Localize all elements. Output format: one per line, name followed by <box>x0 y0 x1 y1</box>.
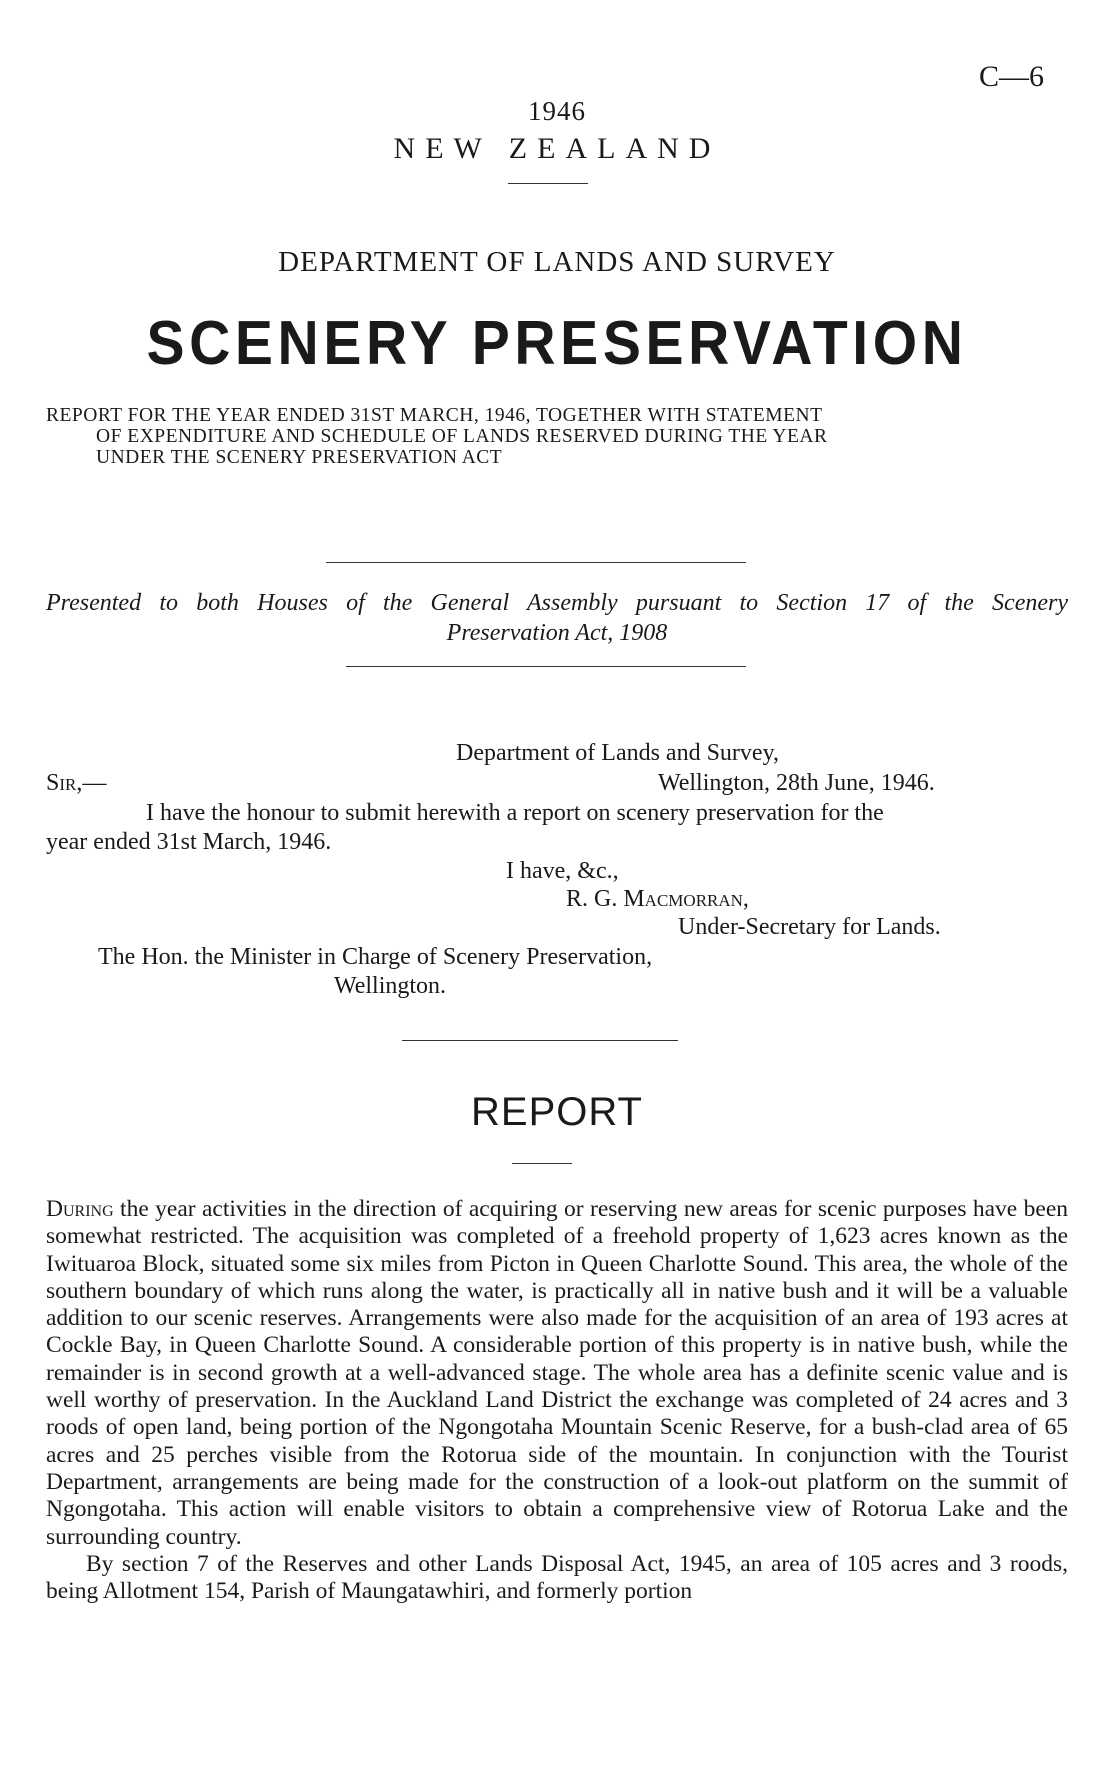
report-paragraph <box>46 1196 1068 1551</box>
subtitle-line: UNDER THE SCENERY PRESERVATION ACT <box>96 447 503 468</box>
letter-addressee: Wellington. <box>334 973 447 999</box>
page-title: SCENERY PRESERVATION <box>146 309 968 378</box>
department-name: DEPARTMENT OF LANDS AND SURVEY <box>278 246 836 278</box>
letter-body-line: I have the honour to submit herewith a report on scenery preservation for the <box>146 800 884 826</box>
letter-closing: I have, &c., <box>506 858 619 884</box>
presentation-line: Presented to both Houses of the General Assembly pursuant to Section 17 of the Scenery <box>46 590 1068 616</box>
divider <box>512 1163 572 1164</box>
subtitle-line: OF EXPENDITURE AND SCHEDULE OF LANDS RESERVED DURING THE YEAR <box>96 426 828 447</box>
report-subtitle <box>46 405 1068 468</box>
divider <box>326 562 746 563</box>
letter-addressee: The Hon. the Minister in Charge of Scenery Preservation, <box>98 944 653 970</box>
country-name: NEW ZEALAND <box>393 132 721 165</box>
divider <box>402 1040 678 1041</box>
report-paragraph <box>46 1551 1068 1606</box>
letter-office: Department of Lands and Survey, <box>456 740 780 766</box>
letter-body-line: year ended 31st March, 1946. <box>46 829 332 855</box>
letter-salutation: Sir,— <box>46 770 107 796</box>
paragraph-text: By section 7 of the Reserves and other Lands Disposal Act, 1945, an area of 105 acres and 3 roods, being Allotment 154, Parish of Maungatawhiri, and formerly portion <box>46 1550 1068 1605</box>
report-body <box>46 1196 1068 1605</box>
document-reference: C—6 <box>978 60 1044 93</box>
letter-signatory-title: Under-Secretary for Lands. <box>678 914 941 940</box>
report-heading: REPORT <box>471 1090 643 1134</box>
paragraph-lead: During <box>46 1196 114 1222</box>
letter-place-date: Wellington, 28th June, 1946. <box>658 770 935 796</box>
divider <box>508 183 588 184</box>
presentation-line: Preservation Act, 1908 <box>446 620 668 646</box>
letter-signatory: R. G. Macmorran, <box>566 886 749 912</box>
document-year: 1946 <box>528 96 586 126</box>
presentation-note <box>46 588 1068 648</box>
paragraph-text: the year activities in the direction of acquiring or reserving new areas for scenic purposes have been somewhat restricted. The acquisition was completed of a freehold property of 1,623 acres known as the Iwituaroa Block, situated some six miles from Picton in Queen Charlotte Sound. This area, the whole of the southern boundary of which runs along the water, is practically all in native bush and it will be a valuable addition to our scenic reserves. Arrangements were also made for the acquisition of an area of 193 acres at Cockle Bay, in Queen Charlotte Sound. A considerable portion of this property is in native bush, while the remainder is in second growth at a well-advanced stage. The whole area has a definite scenic value and is well worthy of preservation. In the Auckland Land District the exchange was completed of 24 acres and 3 roods of open land, being portion of the Ngongotaha Mountain Scenic Reserve, for a bush-clad area of 65 acres and 25 perches visible from the Rotorua side of the mountain. In conjunction with the Tourist Department, arrangements are being made for the construction of a look-out platform on the summit of Ngongotaha. This action will enable visitors to obtain a comprehensive view of Rotorua Lake and the surrounding country. <box>46 1196 1068 1550</box>
subtitle-line: REPORT FOR THE YEAR ENDED 31ST MARCH, 1946, TOGETHER WITH STATEMENT <box>46 405 823 426</box>
divider <box>346 666 746 667</box>
